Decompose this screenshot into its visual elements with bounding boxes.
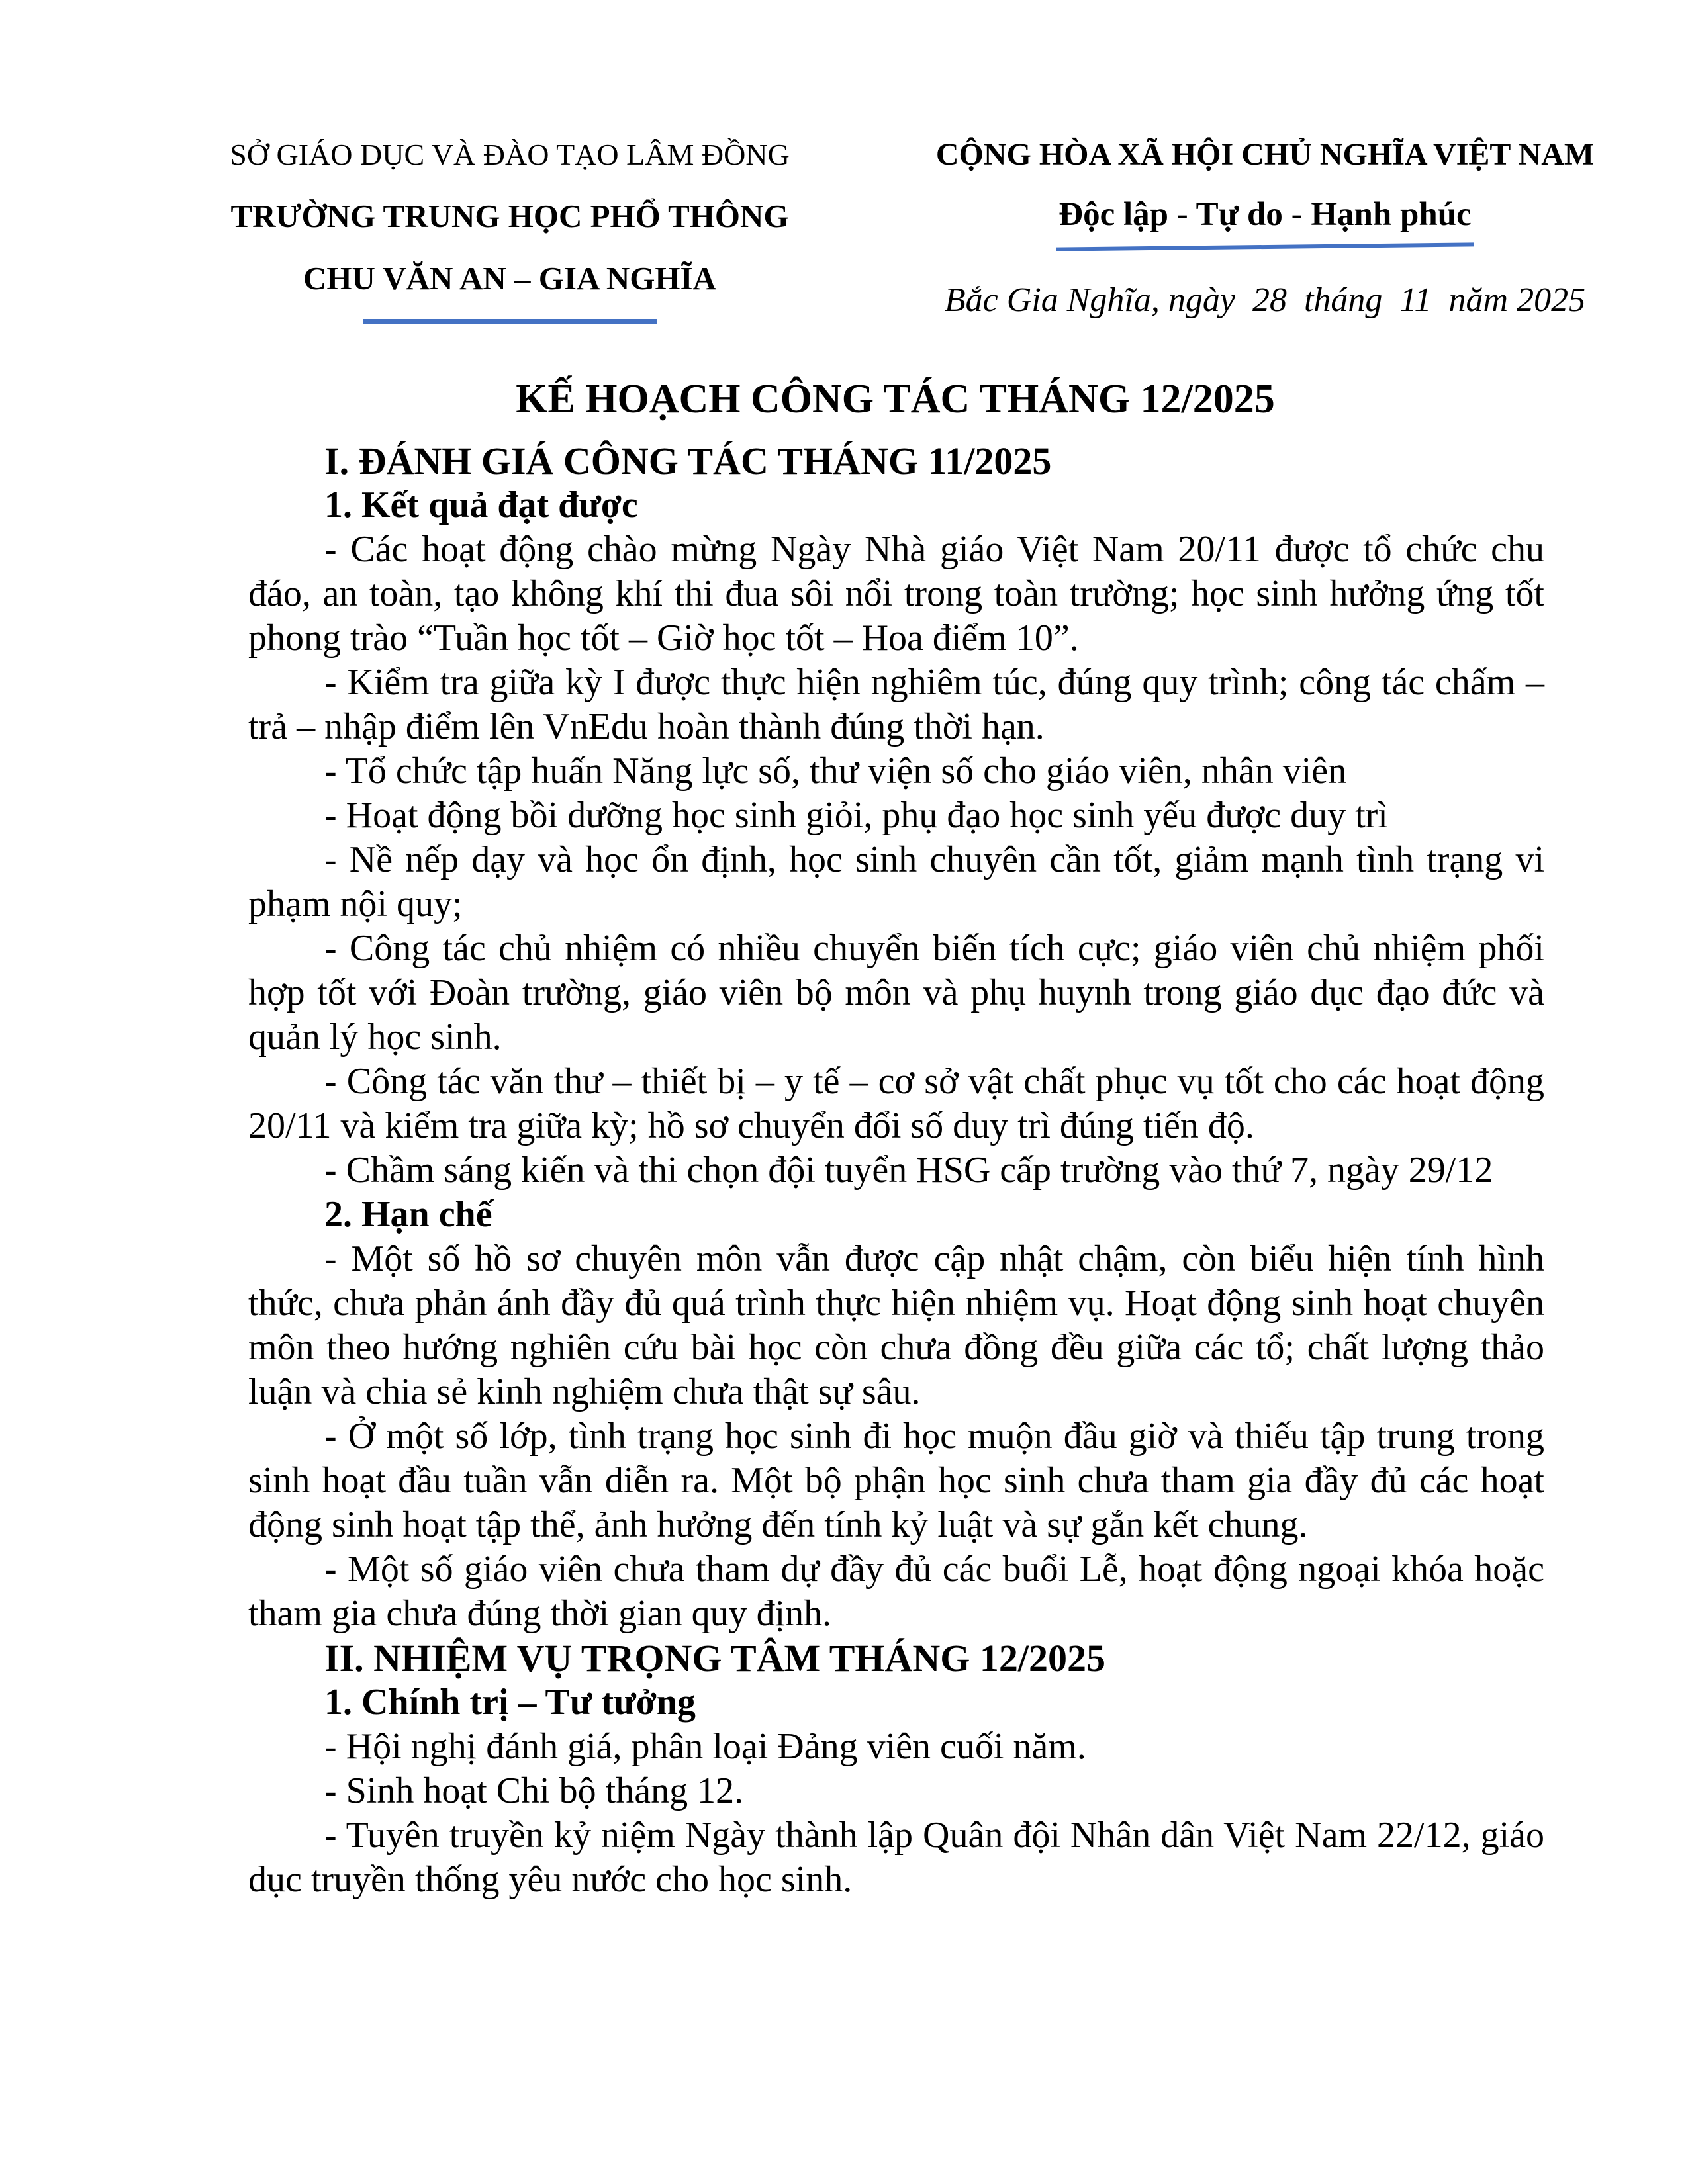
paragraph: - Hoạt động bồi dưỡng học sinh giỏi, phụ đạo học sinh yếu được duy trì bbox=[324, 795, 1388, 836]
paragraph: - Một số giáo viên chưa tham dự đầy đủ các buổi Lễ, hoạt động ngoại khóa hoặc tham gia chưa đúng thời gian quy định. bbox=[248, 1549, 1544, 1634]
school-name-line2: CHU VĂN AN – GIA NGHĨA bbox=[303, 260, 716, 296]
paragraph: - Ở một số lớp, tình trạng học sinh đi học muộn đầu giờ và thiếu tập trung trong sinh hoạt đầu tuần vẫn diễn ra. Một bộ phận học sinh chưa tham gia đầy đủ các hoạt động sinh hoạt tập thể, ảnh hưởng đến tính kỷ luật và sự gắn kết chung. bbox=[248, 1416, 1544, 1545]
section-heading: 2. Hạn chế bbox=[324, 1194, 492, 1235]
document-header bbox=[0, 0, 1688, 324]
national-motto-block bbox=[891, 124, 1639, 320]
agency-underline-rule bbox=[363, 319, 657, 324]
paragraph: - Sinh hoạt Chi bộ tháng 12. bbox=[324, 1770, 744, 1811]
paragraph: - Công tác chủ nhiệm có nhiều chuyển biến tích cực; giáo viên chủ nhiệm phối hợp tốt với Đoàn trường, giáo viên bộ môn và phụ huynh trong giáo dục đạo đức và quản lý học sinh. bbox=[248, 928, 1544, 1058]
paragraph: - Kiểm tra giữa kỳ I được thực hiện nghiêm túc, đúng quy trình; công tác chấm – trả – nhập điểm lên VnEdu hoàn thành đúng thời hạn. bbox=[248, 662, 1544, 747]
paragraph: - Hội nghị đánh giá, phân loại Đảng viên cuối năm. bbox=[324, 1726, 1086, 1767]
paragraph: - Tuyên truyền kỷ niệm Ngày thành lập Quân đội Nhân dân Việt Nam 22/12, giáo dục truyền thống yêu nước cho học sinh. bbox=[248, 1815, 1544, 1900]
motto-underline-rule bbox=[1056, 242, 1474, 251]
paragraph: - Các hoạt động chào mừng Ngày Nhà giáo Việt Nam 20/11 được tổ chức chu đáo, an toàn, tạo không khí thi đua sôi nổi trong toàn trường; học sinh hưởng ứng tốt phong trào “Tuần học tốt – Giờ học tốt – Hoa điểm 10”. bbox=[248, 529, 1544, 659]
national-title: CỘNG HÒA XÃ HỘI CHỦ NGHĨA VIỆT NAM bbox=[935, 137, 1595, 172]
section-heading: II. NHIỆM VỤ TRỌNG TÂM THÁNG 12/2025 bbox=[324, 1637, 1106, 1680]
section-heading: 1. Chính trị – Tư tưởng bbox=[324, 1682, 696, 1723]
paragraph: - Chầm sáng kiến và thi chọn đội tuyển HSG cấp trường vào thứ 7, ngày 29/12 bbox=[324, 1150, 1493, 1191]
school-name-line1: TRƯỜNG TRUNG HỌC PHỔ THÔNG bbox=[230, 198, 789, 234]
paragraph: - Công tác văn thư – thiết bị – y tế – cơ sở vật chất phục vụ tốt cho các hoạt động 20/11 và kiểm tra giữa kỳ; hồ sơ chuyển đổi số duy trì đúng tiến độ. bbox=[248, 1061, 1544, 1146]
section-heading: 1. Kết quả đạt được bbox=[324, 484, 638, 525]
paragraph: - Nề nếp dạy và học ổn định, học sinh chuyên cần tốt, giảm mạnh tình trạng vi phạm nội quy; bbox=[248, 839, 1544, 925]
section-heading: I. ĐÁNH GIÁ CÔNG TÁC THÁNG 11/2025 bbox=[324, 439, 1052, 482]
issuing-agency-block bbox=[152, 124, 867, 324]
place-date-line: Bắc Gia Nghĩa, ngày 28 tháng 11 năm 2025 bbox=[944, 281, 1586, 319]
document-title: KẾ HOẠCH CÔNG TÁC THÁNG 12/2025 bbox=[516, 377, 1275, 422]
document-body bbox=[248, 439, 1544, 1902]
paragraph: - Một số hồ sơ chuyên môn vẫn được cập nhật chậm, còn biểu hiện tính hình thức, chưa phản ánh đầy đủ quá trình thực hiện nhiệm vụ. Hoạt động sinh hoạt chuyên môn theo hướng nghiên cứu bài học còn chưa đồng đều giữa các tổ; chất lượng thảo luận và chia sẻ kinh nghiệm chưa thật sự sâu. bbox=[248, 1238, 1544, 1412]
agency-parent-name: SỞ GIÁO DỤC VÀ ĐÀO TẠO LÂM ĐỒNG bbox=[230, 138, 790, 171]
paragraph: - Tổ chức tập huấn Năng lực số, thư viện số cho giáo viên, nhân viên bbox=[324, 751, 1347, 792]
national-motto: Độc lập - Tự do - Hạnh phúc bbox=[1058, 196, 1472, 233]
